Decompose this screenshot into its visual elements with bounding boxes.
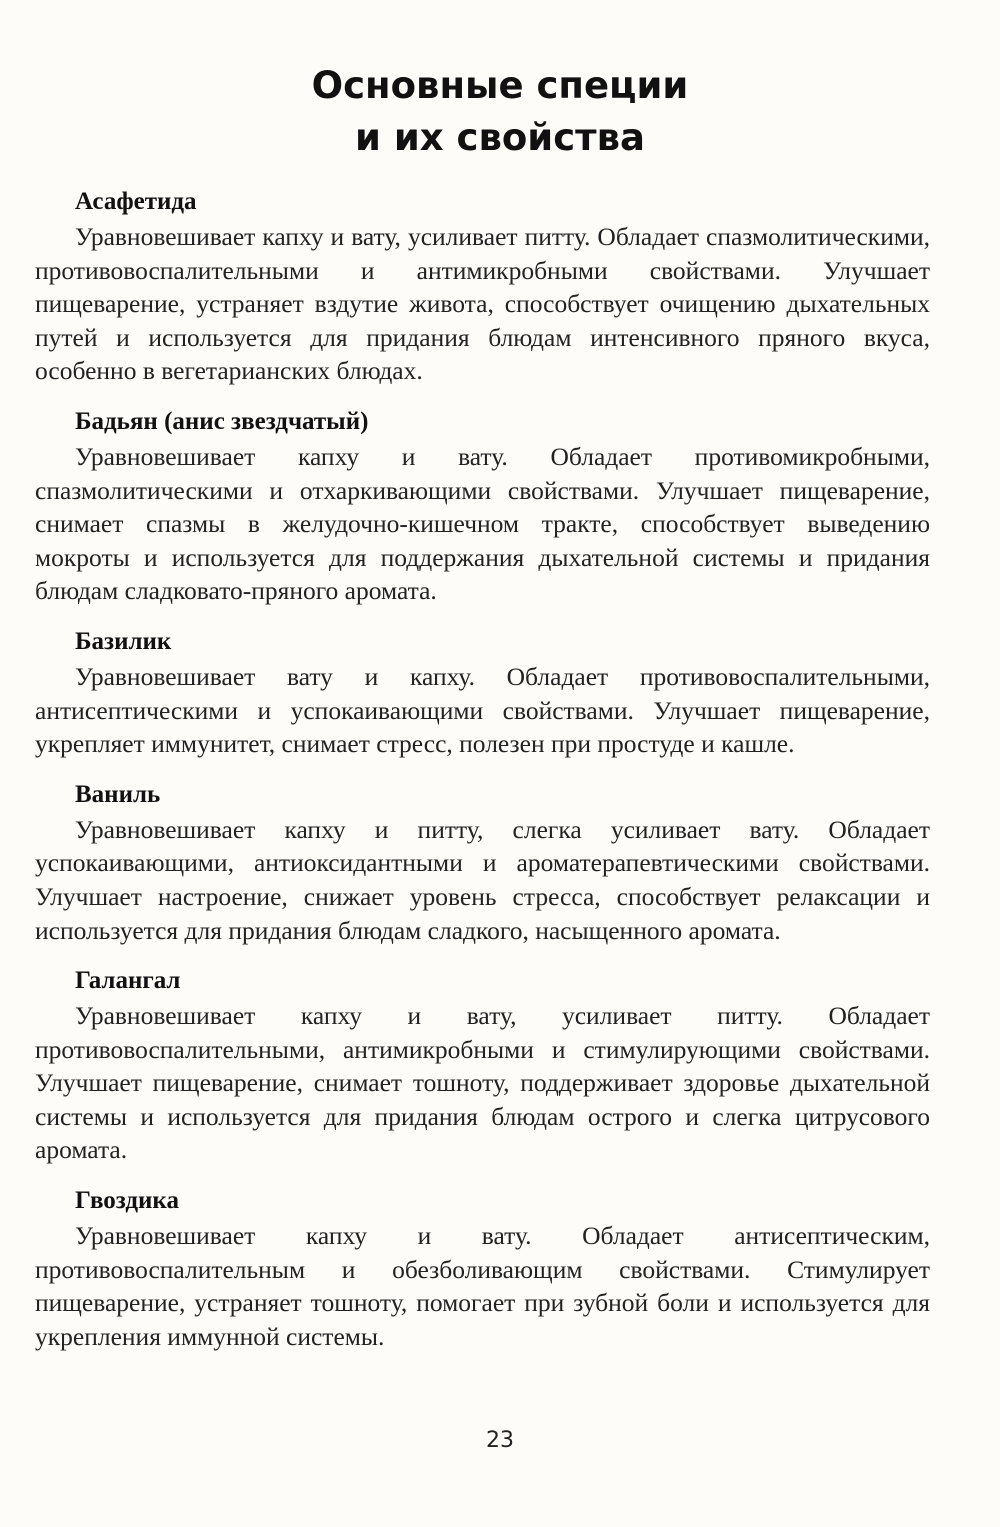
spice-description: Уравновешивает капху и питту, слегка усиливает вату. Обладает успокаивающими, антиоксидантными и ароматерапевтическими свойствами. Улучшает настроение, снижает уровень стресса, способствует релаксации и используется для придания блюдам сладкого, насыщенного аромата. <box>35 814 930 945</box>
spice-entry-asafetida <box>35 186 930 388</box>
spice-description: Уравновешивает вату и капху. Обладает противовоспалительными, антисептическими и успокаивающими свойствами. Улучшает пищеварение, укрепляет иммунитет, снимает стресс, полезен при простуде и кашле. <box>35 661 930 759</box>
spice-name: Гвоздика <box>75 1187 179 1215</box>
spice-description: Уравновешивает капху и вату. Обладает антисептическим, противовоспалительным и обезболивающим свойствами. Стимулирует пищеварение, устраняет тошноту, помогает при зубной боли и используется для укрепления иммунной системы. <box>35 1221 930 1351</box>
page-title <box>35 60 930 164</box>
spice-description: Уравновешивает капху и вату, усиливает питту. Обладает спазмолитическими, противовоспалительными и антимикробными свойствами. Улучшает пищеварение, устраняет вздутие живота, способствует очищению дыхательных путей и используется для придания блюдам интенсивного пряного вкуса, особенно в вегетарианских блюдах. <box>35 222 930 386</box>
spice-name: Галангал <box>75 967 181 995</box>
spice-name: Базилик <box>75 627 172 655</box>
spice-description: Уравновешивает капху и вату, усиливает питту. Обладает противовоспалительными, антимикробными и стимулирующими свойствами. Улучшает пищеварение, снимает тошноту, поддерживает здоровье дыхательной системы и используется для придания блюдам острого и слегка цитрусового аромата. <box>35 1001 930 1165</box>
page-title-line-1: Основные специи <box>311 64 689 107</box>
spice-entry-vanilla <box>35 779 930 947</box>
spice-name: Бадьян (анис звездчатый) <box>75 407 369 435</box>
spice-entry-basil <box>35 626 930 761</box>
page-number: 23 <box>486 1428 514 1453</box>
spice-name: Асафетида <box>75 188 197 215</box>
spice-entry-badian <box>35 406 930 608</box>
spice-name: Ваниль <box>75 780 161 808</box>
spice-entry-galangal <box>35 965 930 1167</box>
page-title-line-2: и их свойства <box>355 116 645 159</box>
spice-description: Уравновешивает капху и вату. Обладает противомикробными, спазмолитическими и отхаркивающими свойствами. Улучшает пищеварение, снимает спазмы в желудочно-кишечном тракте, способствует выведению мокроты и используется для поддержания дыхательной системы и придания блюдам сладковато-пряного аромата. <box>35 441 930 606</box>
spice-entry-clove <box>35 1185 930 1353</box>
